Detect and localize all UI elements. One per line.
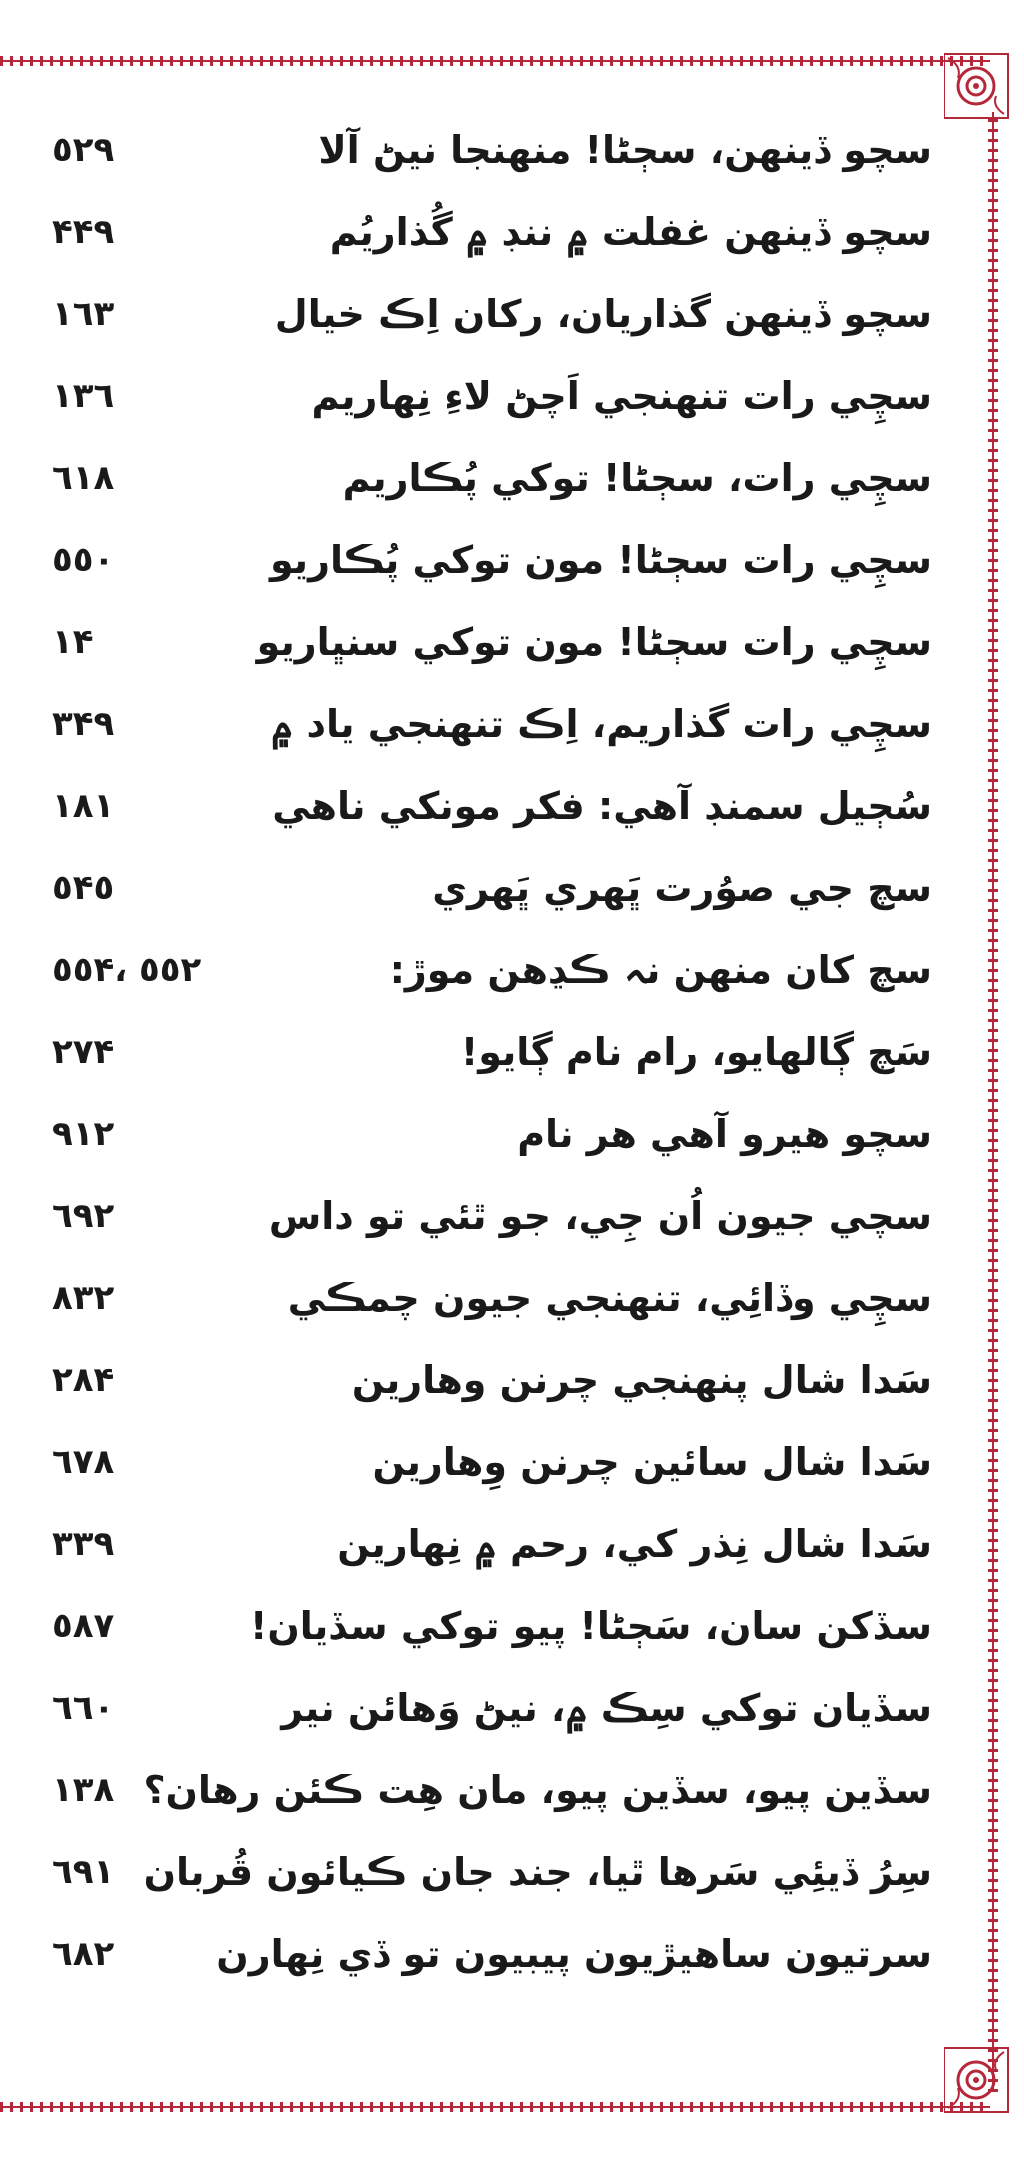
- entry-title: سَدا شال پنهنجي چرنن وهارين: [351, 1358, 932, 1402]
- index-row: [0, 366, 1024, 448]
- index-row: [0, 1514, 1024, 1596]
- index-row: [0, 776, 1024, 858]
- page-number: ٥٨٧: [52, 1606, 115, 1646]
- page-number: ٦٩٢: [52, 1196, 115, 1236]
- index-row: [0, 1596, 1024, 1678]
- index-row: [0, 530, 1024, 612]
- page-number: ٢٧۴: [52, 1032, 115, 1072]
- entry-title: سچِي وڏائِي، تنهنجي جيون چمڪي: [287, 1276, 932, 1320]
- page-number: ٦١٨: [52, 458, 115, 498]
- entry-title: سڏکن سان، سَڄڻا! پيو توکي سڏيان!: [250, 1604, 932, 1648]
- index-row: [0, 1432, 1024, 1514]
- index-row: [0, 1104, 1024, 1186]
- top-border-ornament: [0, 54, 990, 68]
- page-number: ٥۴٥: [52, 868, 115, 908]
- page-number: ٣٣٩: [52, 1524, 115, 1564]
- entry-title: سڏين پيو، سڏين پيو، مان هِت ڪئن رهان؟: [143, 1768, 932, 1812]
- entry-title: سِرُ ڏيئِي سَرها ٿيا، جند جان ڪيائون قُربان: [143, 1850, 932, 1894]
- index-row: [0, 1350, 1024, 1432]
- index-row: [0, 1760, 1024, 1842]
- index-list: [0, 120, 1024, 2006]
- index-row: [0, 694, 1024, 776]
- entry-title: سچِي رات سڄڻا! مون توکي سنڀاريو: [256, 620, 932, 664]
- page-number: ٥٥٠: [52, 540, 115, 580]
- page-number: ٢٨۴: [52, 1360, 115, 1400]
- entry-title: سرتيون ساهيڙيون پيبيون تو ڏي نِهارن: [216, 1932, 932, 1976]
- entry-title: سچو ڏينهن گذاريان، رکان اِڪ خيال: [274, 292, 932, 336]
- index-row: [0, 284, 1024, 366]
- page-number: ١۴: [52, 622, 94, 662]
- entry-title: سچي جيون اُن جِي، جو ٿئي تو داس: [268, 1194, 932, 1238]
- entry-title: سڏيان توکي سِڪ ۾، نيڻ وَهائن نير: [281, 1686, 932, 1730]
- index-row: [0, 1268, 1024, 1350]
- page-number: ٦٦٠: [52, 1688, 115, 1728]
- page-number: ٥٢٩: [52, 130, 115, 170]
- entry-title: سَچ ڳالهايو، رام نام ڳايو!: [460, 1030, 932, 1074]
- page-number: ۴۴٩: [52, 212, 115, 252]
- bottom-corner-ornament-icon: [944, 2046, 1012, 2114]
- index-row: [0, 858, 1024, 940]
- page-number: ٣۴٩: [52, 704, 115, 744]
- page-number: ١٣٦: [52, 376, 115, 416]
- page-number: ١٦٣: [52, 294, 115, 334]
- entry-title: سَدا شال سائين چرنن وِهارين: [372, 1440, 932, 1484]
- entry-title: سچو هيرو آهي هر نام: [517, 1112, 932, 1156]
- index-row: [0, 1924, 1024, 2006]
- page-number: ٦٨٢: [52, 1934, 115, 1974]
- page-number: ١٣٨: [52, 1770, 115, 1810]
- top-corner-ornament-icon: [944, 52, 1012, 120]
- page-number: ٦٧٨: [52, 1442, 115, 1482]
- index-row: [0, 1678, 1024, 1760]
- page-number: ٩١٢: [52, 1114, 115, 1154]
- index-row: [0, 448, 1024, 530]
- index-row: [0, 120, 1024, 202]
- entry-title: سچِي رات گذاريم، اِڪ تنهنجي ياد ۾: [271, 702, 932, 746]
- entry-title: سچِي رات، سڄڻا! توکي پُڪاريم: [342, 456, 932, 500]
- page-number: ١٨١: [52, 786, 115, 826]
- index-row: [0, 1022, 1024, 1104]
- entry-title: سچ کان منهن نہ ڪڍهن موڙ:: [389, 948, 932, 992]
- page-number: ٦٩١: [52, 1852, 115, 1892]
- entry-title: سچ جي صوُرت ڀَهري ڀَهري: [432, 866, 932, 910]
- entry-title: سَدا شال نِذر کي، رحم ۾ نِهارين: [337, 1522, 932, 1566]
- entry-title: سُڄيل سمنڊ آهي: فکر مونکي ناهي: [272, 784, 932, 828]
- index-row: [0, 940, 1024, 1022]
- index-row: [0, 1186, 1024, 1268]
- index-row: [0, 612, 1024, 694]
- entry-title: سچِي رات تنهنجي اَچڻ لاءِ نِهاريم: [311, 374, 932, 418]
- entry-title: سچِي رات سڄڻا! مون توکي پُڪاريو: [269, 538, 932, 582]
- index-row: [0, 202, 1024, 284]
- entry-title: سچو ڏينهن غفلت ۾ ننڊ ۾ گُذاريُم: [329, 210, 932, 254]
- bottom-border-ornament: [0, 2100, 990, 2114]
- entry-title: سچو ڏينهن، سڄڻا! منهنجا نيڻ آلا: [318, 128, 932, 172]
- index-row: [0, 1842, 1024, 1924]
- page-number: ٥٥۴، ٥٥٢: [52, 950, 202, 990]
- page-number: ٨٣٢: [52, 1278, 115, 1318]
